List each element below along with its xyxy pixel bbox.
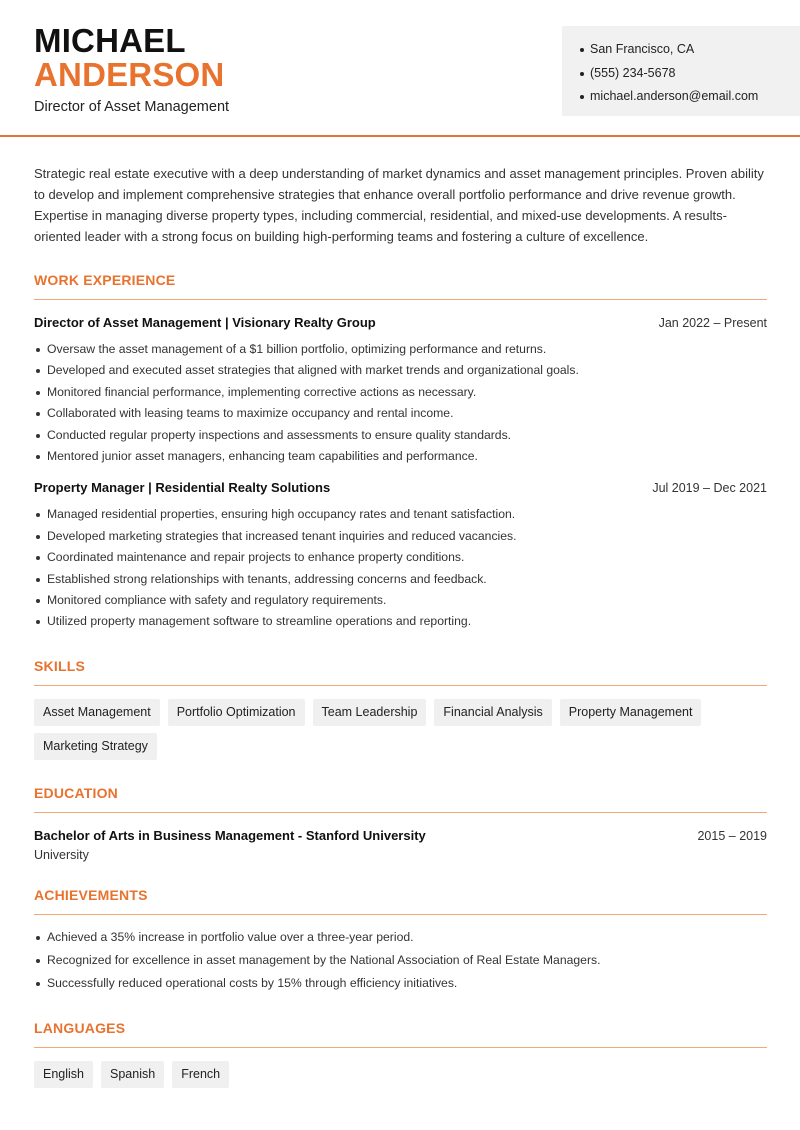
job-role: Director of Asset Management | Visionary Realty Group — [34, 315, 376, 330]
list-item: Developed marketing strategies that increased tenant inquiries and reduced vacancies. — [34, 526, 767, 547]
last-name: ANDERSON — [34, 56, 225, 93]
list-item: Successfully reduced operational costs by 15% through efficiency initiatives. — [34, 972, 767, 995]
list-item: Monitored financial performance, implementing corrective actions as necessary. — [34, 382, 767, 403]
resume-header — [0, 0, 800, 137]
achievement-list — [34, 926, 767, 995]
list-item: Managed residential properties, ensuring high occupancy rates and tenant satisfaction. — [34, 504, 767, 525]
skill-tag: Team Leadership — [313, 699, 427, 726]
language-tag: English — [34, 1061, 93, 1088]
language-tags — [34, 1061, 767, 1088]
list-item: Monitored compliance with safety and regulatory requirements. — [34, 590, 767, 611]
achievements-section — [34, 887, 767, 995]
education-section — [34, 785, 767, 862]
job-dates: Jan 2022 – Present — [658, 316, 767, 330]
job-bullets — [34, 504, 767, 632]
language-tag: French — [172, 1061, 229, 1088]
list-item: Established strong relationships with tenants, addressing concerns and feedback. — [34, 569, 767, 590]
list-item: Recognized for excellence in asset management by the National Association of Real Estate Managers. — [34, 949, 767, 972]
job-entry — [34, 315, 767, 467]
language-tag: Spanish — [101, 1061, 164, 1088]
education-degree: Bachelor of Arts in Business Management - Stanford University — [34, 827, 426, 843]
job-entry — [34, 480, 767, 632]
section-title: ACHIEVEMENTS — [34, 887, 767, 915]
section-title: LANGUAGES — [34, 1020, 767, 1048]
candidate-name — [34, 24, 224, 92]
resume-body — [34, 137, 767, 1088]
candidate-title: Director of Asset Management — [34, 99, 230, 115]
skill-tag: Marketing Strategy — [34, 733, 157, 760]
skill-tag: Asset Management — [34, 699, 160, 726]
list-item: Developed and executed asset strategies that aligned with market trends and organizational goals. — [34, 360, 767, 381]
contact-location: San Francisco, CA — [580, 38, 800, 62]
skill-tag: Portfolio Optimization — [168, 699, 305, 726]
skill-tags — [34, 699, 767, 760]
section-title: SKILLS — [34, 658, 767, 686]
job-bullets — [34, 339, 767, 467]
education-type: University — [34, 847, 89, 862]
education-years: 2015 – 2019 — [697, 828, 767, 843]
list-item: Utilized property management software to streamline operations and reporting. — [34, 611, 767, 632]
skill-tag: Property Management — [560, 699, 702, 726]
list-item: Collaborated with leasing teams to maximize occupancy and rental income. — [34, 403, 767, 424]
contact-email[interactable]: michael.anderson@email.com — [580, 85, 800, 109]
work-experience-section — [34, 272, 767, 633]
skill-tag: Financial Analysis — [434, 699, 551, 726]
section-title: EDUCATION — [34, 785, 767, 813]
first-name: MICHAEL — [34, 22, 186, 59]
summary-paragraph: Strategic real estate executive with a deep understanding of market dynamics and asset management principles. Proven ability to develop and implement comprehensive strategies that enhance overall portfolio performance and drive revenue growth. Expertise in managing diverse property types, including commercial, residential, and mixed-use developments. A results-oriented leader with a strong focus on building high-performing teams and fostering a culture of excellence. — [34, 166, 764, 244]
list-item: Coordinated maintenance and repair projects to enhance property conditions. — [34, 547, 767, 568]
list-item: Conducted regular property inspections and assessments to ensure quality standards. — [34, 425, 767, 446]
contact-phone: (555) 234-5678 — [580, 62, 800, 86]
list-item: Achieved a 35% increase in portfolio value over a three-year period. — [34, 926, 767, 949]
contact-box — [562, 26, 800, 116]
list-item: Oversaw the asset management of a $1 billion portfolio, optimizing performance and returns. — [34, 339, 767, 360]
skills-section — [34, 658, 767, 760]
job-dates: Jul 2019 – Dec 2021 — [652, 481, 767, 496]
list-item: Mentored junior asset managers, enhancing team capabilities and performance. — [34, 446, 767, 467]
languages-section — [34, 1020, 767, 1088]
section-title: WORK EXPERIENCE — [34, 272, 767, 300]
job-role: Property Manager | Residential Realty Solutions — [34, 480, 331, 496]
